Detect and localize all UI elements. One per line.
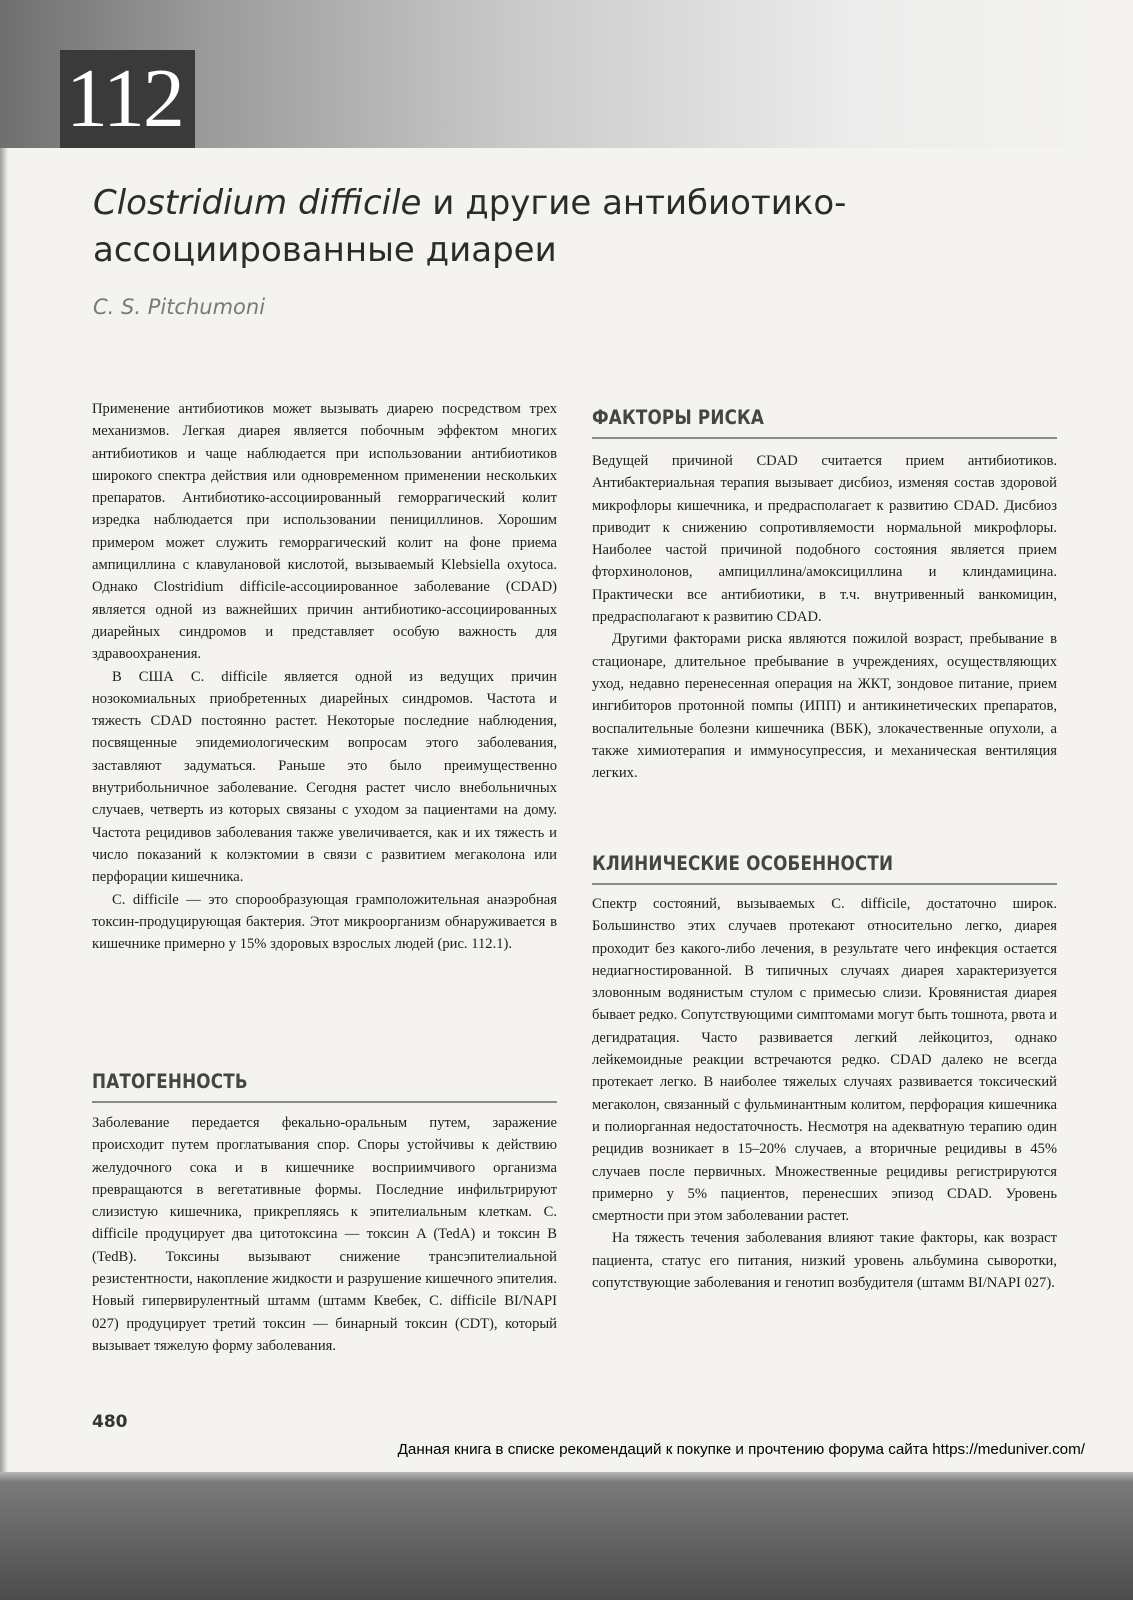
intro-section bbox=[92, 398, 557, 955]
page-edge-shadow bbox=[0, 148, 8, 1472]
pathogenesis-rule bbox=[92, 1101, 557, 1103]
clinical-heading: КЛИНИЧЕСКИЕ ОСОБЕННОСТИ bbox=[592, 852, 894, 875]
clinical-section bbox=[592, 893, 1057, 1294]
intro-paragraph-3: C. difficile — это спорообразующая грамположительная анаэробная токсин-продуцирующая бактерия. Этот микроорганизм обнаруживается в кишечнике примерно у 15% здоровых взрослых людей (рис. 112.1). bbox=[92, 891, 557, 953]
pathogenesis-section bbox=[92, 1112, 557, 1357]
scan-bottom-band bbox=[0, 1472, 1133, 1600]
risk-factors-paragraph-1: Ведущей причиной CDAD считается прием антибиотиков. Антибактериальная терапия вызывает дисбиоз, изменяя состав здоровой микрофлоры кишечника, и предрасполагает к развитию CDAD. Дисбиоз приводит к снижению сопротивляемости нормальной микрофлоры. Наиболее частой причиной подобного состояния является прием фторхинолонов, ампициллина/амоксициллина и клиндамицина. Практически все антибиотики, в т.ч. внутривенный ванкомицин, предрасполагают к развитию CDAD. bbox=[592, 453, 1057, 626]
promo-link-text[interactable]: Данная книга в списке рекомендаций к покупке и прочтению форума сайта https://meduniver.com/ bbox=[397, 1441, 1085, 1458]
risk-factors-section bbox=[592, 450, 1057, 784]
chapter-title bbox=[93, 180, 1043, 274]
chapter-title-italic: Clostridium difficile bbox=[93, 183, 422, 223]
pathogenesis-paragraph-1: Заболевание передается фекально-оральным путем, заражение происходит путем проглатывания спор. Споры устойчивы к действию желудочного сока и в кишечнике восприимчивого организма превращаются в вегетативные формы. Последние инфильтрируют слизистую кишечника, прикрепляясь к эпителиальным клеткам. C. difficile продуцирует два цитотоксина — токсин A (TedA) и токсин B (TedB). Токсины вызывают снижение трансэпителиальной резистентности, накопление жидкости и разрушение кишечного эпителия. Новый гипервирулентный штамм (штамм Квебек, C. difficile BI/NAPI 027) продуцирует третий токсин — бинарный токсин (CDT), который вызывает тяжелую форму заболевания. bbox=[92, 1115, 557, 1354]
page-number: 480 bbox=[92, 1412, 128, 1432]
risk-factors-heading: ФАКТОРЫ РИСКА bbox=[592, 406, 765, 429]
intro-paragraph-2: В США C. difficile является одной из ведущих причин нозокомиальных приобретенных диарейных синдромов. Частота и тяжесть CDAD постоянно растет. Некоторые последние наблюдения, посвященные эпидемиологическим вопросам этого заболевания, заставляют задуматься. Раньше это было преимущественно внутрибольничное заболевание. Сегодня растет число внебольничных случаев, четверть из которых связаны с уходом за пациентами на дому. Частота рецидивов заболевания также увеличивается, как и их тяжесть и число показаний к колэктомии в связи с развитием мегаколона или перфорации кишечника. bbox=[92, 668, 557, 886]
intro-paragraph-1: Применение антибиотиков может вызывать диарею посредством трех механизмов. Легкая диарея является побочным эффектом многих антибиотиков и чаще наблюдается при использовании антибиотиков широкого спектра действия или одновременном применении нескольких препаратов. Антибиотико-ассоциированный геморрагический колит изредка наблюдается при использовании пенициллинов. Хорошим примером может служить геморрагический колит на фоне приема ампициллина с клавулановой кислотой, вызываемый Klebsiella oxytoca. Однако Clostridium difficile-ассоциированное заболевание (CDAD) является одной из важнейших причин антибиотико-ассоциированных диарейных синдромов и представляет особую важность для здравоохранения. bbox=[92, 401, 557, 663]
risk-factors-rule bbox=[592, 437, 1057, 439]
chapter-title-rest: и другие антибиотико-ассоциированные диареи bbox=[93, 183, 847, 270]
chapter-number: 112 bbox=[66, 52, 183, 145]
clinical-rule bbox=[592, 883, 1057, 885]
clinical-paragraph-2: На тяжесть течения заболевания влияют такие факторы, как возраст пациента, статус его питания, низкий уровень альбумина сыворотки, сопутствующие заболевания и генотип возбудителя (штамм BI/NAPI 027). bbox=[592, 1230, 1057, 1292]
risk-factors-paragraph-2: Другими факторами риска являются пожилой возраст, пребывание в стационаре, длительное пребывание в учреждениях, осуществляющих уход, недавно перенесенная операция на ЖКТ, зондовое питание, прием ингибиторов протонной помпы (ИПП) и антикинетических препаратов, воспалительные болезни кишечника (ВБК), злокачественные опухоли, а также химиотерапия и иммуносупрессия, и механическая вентиляция легких. bbox=[592, 631, 1057, 782]
chapter-author: C. S. Pitchumoni bbox=[93, 295, 266, 319]
pathogenesis-heading: ПАТОГЕННОСТЬ bbox=[92, 1070, 248, 1093]
clinical-paragraph-1: Спектр состояний, вызываемых C. difficile, достаточно широк. Большинство этих случаев протекают относительно легко, диарея проходит без какого-либо лечения, в результате чего инфекция остается недиагностированной. В типичных случаях диарея характеризуется зловонным водянистым стулом с примесью слизи. Кровянистая диарея бывает редко. Сопутствующими симптомами могут быть тошнота, рвота и дегидратация. Часто развивается легкий лейкоцитоз, однако лейкемоидные реакции встречаются редко. CDAD далеко не всегда протекает легко. В наиболее тяжелых случаях развивается токсический мегаколон, связанный с фульминантным колитом, перфорация кишечника и полиорганная недостаточность. Несмотря на адекватную терапию один рецидив возникает в 15–20% случаев, а вторичные рецидивы в 45% случаев после первичных. Множественные рецидивы регистрируются примерно у 5% пациентов, перенесших эпизод CDAD. Уровень смертности при этом заболевании растет. bbox=[592, 896, 1057, 1225]
